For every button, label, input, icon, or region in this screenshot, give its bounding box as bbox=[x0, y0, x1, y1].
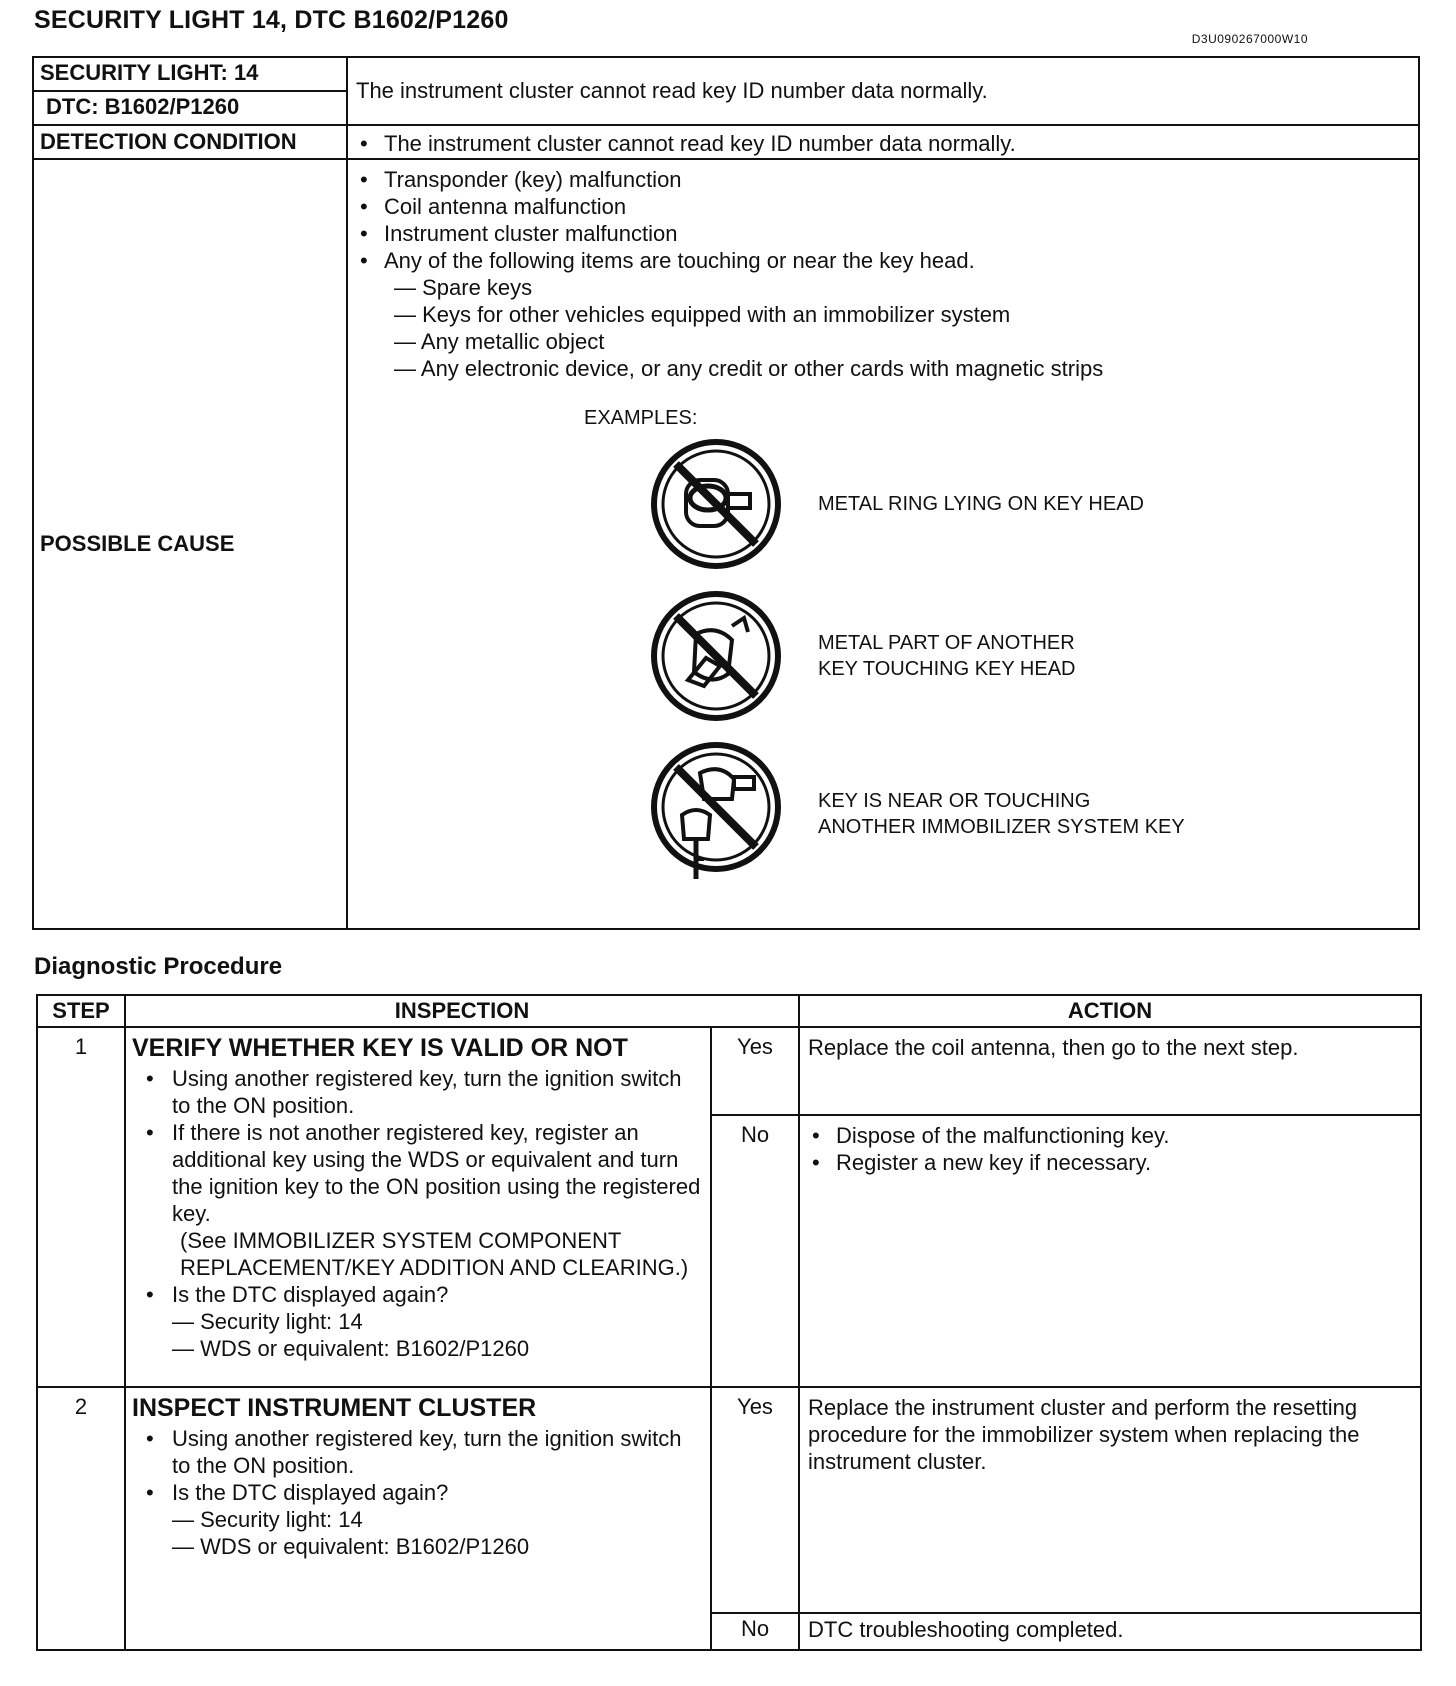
possible-cause-item: • Instrument cluster malfunction bbox=[348, 220, 1418, 247]
yes-label: Yes bbox=[711, 1027, 799, 1115]
yes-action: Replace the coil antenna, then go to the next step. bbox=[799, 1027, 1421, 1115]
step-header: STEP bbox=[37, 995, 125, 1027]
possible-cause-item: • Any of the following items are touching or near the key head. bbox=[348, 247, 1418, 274]
example-caption-line2: KEY TOUCHING KEY HEAD bbox=[818, 658, 1076, 680]
step-number: 2 bbox=[37, 1387, 125, 1650]
description-cell bbox=[347, 57, 1419, 125]
inspection-title: INSPECT INSTRUMENT CLUSTER bbox=[132, 1394, 537, 1422]
inspection-item: • Is the DTC displayed again? bbox=[132, 1281, 704, 1308]
yes-action: Replace the instrument cluster and perform the resetting procedure for the immobilizer system when replacing the instrument cluster. bbox=[799, 1387, 1421, 1613]
possible-cause-label: POSSIBLE CAUSE bbox=[33, 159, 347, 929]
no-action: DTC troubleshooting completed. bbox=[799, 1613, 1421, 1650]
inspection-cell bbox=[125, 1027, 711, 1387]
near-item: — Spare keys bbox=[394, 275, 533, 300]
no-label: No bbox=[711, 1115, 799, 1387]
possible-cause-item: • Coil antenna malfunction bbox=[348, 193, 1418, 220]
near-item: — Any metallic object bbox=[394, 329, 605, 354]
info-table bbox=[32, 56, 1420, 930]
inspection-subitem: — WDS or equivalent: B1602/P1260 bbox=[172, 1534, 530, 1559]
no-metal-ring-icon bbox=[648, 436, 784, 572]
no-action-cell bbox=[799, 1115, 1421, 1387]
detection-condition-cell bbox=[347, 125, 1419, 159]
inspection-item: • If there is not another registered key, register an additional key using the WDS or equivalent and turn the ignition key to the ON position using the registered key. bbox=[132, 1119, 704, 1227]
example-caption-line1: KEY IS NEAR OR TOUCHING bbox=[818, 790, 1091, 812]
inspection-subitem: — WDS or equivalent: B1602/P1260 bbox=[172, 1336, 530, 1361]
see-reference: (See IMMOBILIZER SYSTEM COMPONENT REPLACEMENT/KEY ADDITION AND CLEARING.) bbox=[180, 1228, 689, 1280]
procedure-table bbox=[36, 994, 1422, 1651]
inspection-header: INSPECTION bbox=[125, 995, 799, 1027]
detection-condition-item: • The instrument cluster cannot read key ID number data normally. bbox=[348, 130, 1418, 157]
no-touching-key-icon bbox=[648, 588, 784, 724]
inspection-cell bbox=[125, 1387, 711, 1650]
page-title: SECURITY LIGHT 14, DTC B1602/P1260 bbox=[34, 6, 509, 34]
possible-cause-cell bbox=[347, 159, 1419, 929]
no-near-key-icon bbox=[648, 739, 784, 889]
description-text: The instrument cluster cannot read key ID number data normally. bbox=[356, 78, 988, 103]
inspection-item: • Is the DTC displayed again? bbox=[132, 1479, 704, 1506]
dtc-label: DTC: B1602/P1260 bbox=[33, 91, 347, 125]
example-row bbox=[648, 586, 1418, 726]
action-header: ACTION bbox=[799, 995, 1421, 1027]
inspection-item: • Using another registered key, turn the ignition switch to the ON position. bbox=[132, 1425, 704, 1479]
example-row bbox=[648, 434, 1418, 574]
yes-label: Yes bbox=[711, 1387, 799, 1613]
security-light-label: SECURITY LIGHT: 14 bbox=[33, 57, 347, 91]
near-item: — Keys for other vehicles equipped with an immobilizer system bbox=[394, 302, 1011, 327]
no-action-item: • Dispose of the malfunctioning key. bbox=[800, 1122, 1420, 1149]
detection-condition-label: DETECTION CONDITION bbox=[33, 125, 347, 159]
example-caption-line1: METAL PART OF ANOTHER bbox=[818, 632, 1075, 654]
step-number: 1 bbox=[37, 1027, 125, 1387]
document-id: D3U090267000W10 bbox=[1191, 32, 1308, 46]
section-title: Diagnostic Procedure bbox=[34, 953, 283, 980]
inspection-subitem: — Security light: 14 bbox=[172, 1309, 363, 1334]
examples-label: EXAMPLES: bbox=[584, 407, 698, 429]
near-item: — Any electronic device, or any credit or other cards with magnetic strips bbox=[394, 356, 1104, 381]
example-caption-line2: ANOTHER IMMOBILIZER SYSTEM KEY bbox=[818, 816, 1185, 838]
no-label: No bbox=[711, 1613, 799, 1650]
inspection-subitem: — Security light: 14 bbox=[172, 1507, 363, 1532]
possible-cause-item: • Transponder (key) malfunction bbox=[348, 166, 1418, 193]
inspection-title: VERIFY WHETHER KEY IS VALID OR NOT bbox=[132, 1034, 628, 1062]
example-caption-line1: METAL RING LYING ON KEY HEAD bbox=[818, 493, 1144, 515]
no-action-item: • Register a new key if necessary. bbox=[800, 1149, 1420, 1176]
inspection-item: • Using another registered key, turn the ignition switch to the ON position. bbox=[132, 1065, 704, 1119]
example-row bbox=[648, 744, 1418, 884]
